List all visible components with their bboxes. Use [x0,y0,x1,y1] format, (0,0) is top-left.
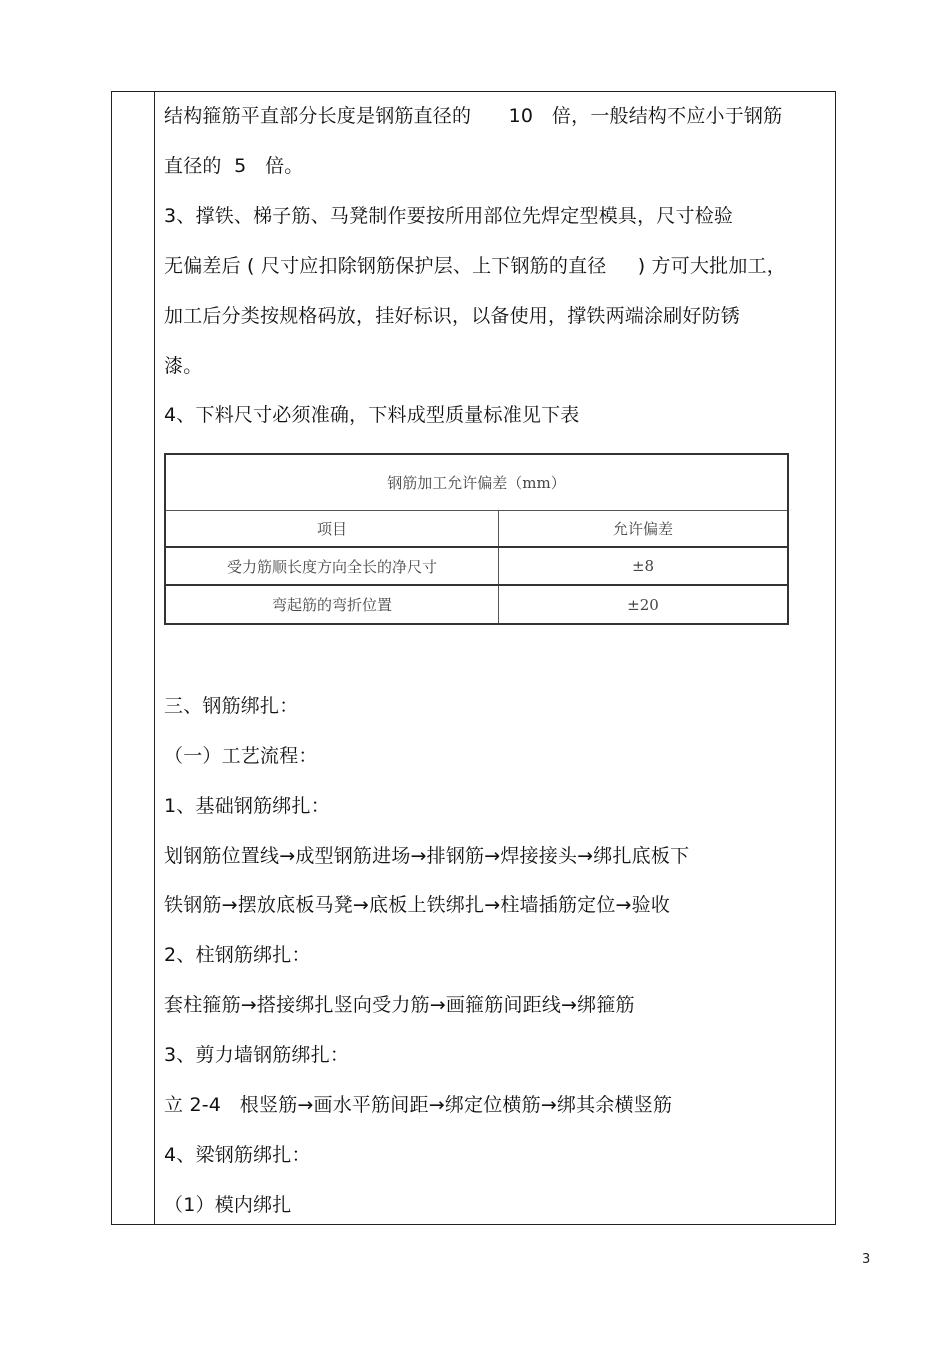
process-line: 铁钢筋→摆放底板马凳→底板上铁绑扎→柱墙插筋定位→验收 [164,894,671,916]
table-header-item: 项目 [166,511,499,546]
sub-step-heading: （1）模内绑扎 [164,1194,292,1216]
process-line: 立 2-4 根竖筋→画水平筋间距→绑定位横筋→绑其余横竖筋 [164,1094,673,1116]
step-heading-column: 2、柱钢筋绑扎： [164,944,311,966]
paragraph-line-2: 直径的 5 倍。 [164,155,304,177]
table-header-row [166,511,787,548]
paragraph-line-6: 漆。 [164,355,203,377]
table-cell-item: 受力筋顺长度方向全长的净尺寸 [166,548,499,584]
column-divider [154,92,155,1224]
tolerance-table [164,453,789,625]
paragraph-line-3: 3、撑铁、梯子筋、马凳制作要按所用部位先焊定型模具，尺寸检验 [164,205,734,227]
table-header-tolerance: 允许偏差 [612,520,673,538]
process-line: 套柱箍筋→搭接绑扎竖向受力筋→画箍筋间距线→绑箍筋 [164,994,635,1016]
paragraph-line-1: 结构箍筋平直部分长度是钢筋直径的 10 倍，一般结构不应小于钢筋 [164,105,783,127]
table-cell-tolerance: ±8 [631,557,655,575]
step-heading-shear-wall: 3、剪力墙钢筋绑扎： [164,1044,350,1066]
table-cell-item: 弯起筋的弯折位置 [166,586,499,623]
paragraph-line-4: 无偏差后 ( 尺寸应扣除钢筋保护层、上下钢筋的直径 ) 方可大批加工， [164,255,786,277]
table-row [166,586,787,623]
subsection-heading: （一）工艺流程： [164,745,318,767]
step-heading-foundation: 1、基础钢筋绑扎： [164,795,330,817]
paragraph-line-5: 加工后分类按规格码放，挂好标识，以备使用，撑铁两端涂刷好防锈 [164,305,741,327]
table-title: 钢筋加工允许偏差（mm） [166,455,787,511]
table-cell-tolerance: ±20 [627,595,659,614]
process-line: 划钢筋位置线→成型钢筋进场→排钢筋→焊接接头→绑扎底板下 [164,845,690,867]
page-number: 3 [862,1252,871,1267]
step-heading-beam: 4、梁钢筋绑扎： [164,1144,311,1166]
paragraph-line-7: 4、下料尺寸必须准确，下料成型质量标准见下表 [164,404,580,426]
section-heading: 三、钢筋绑扎： [164,695,299,717]
table-row [166,548,787,586]
